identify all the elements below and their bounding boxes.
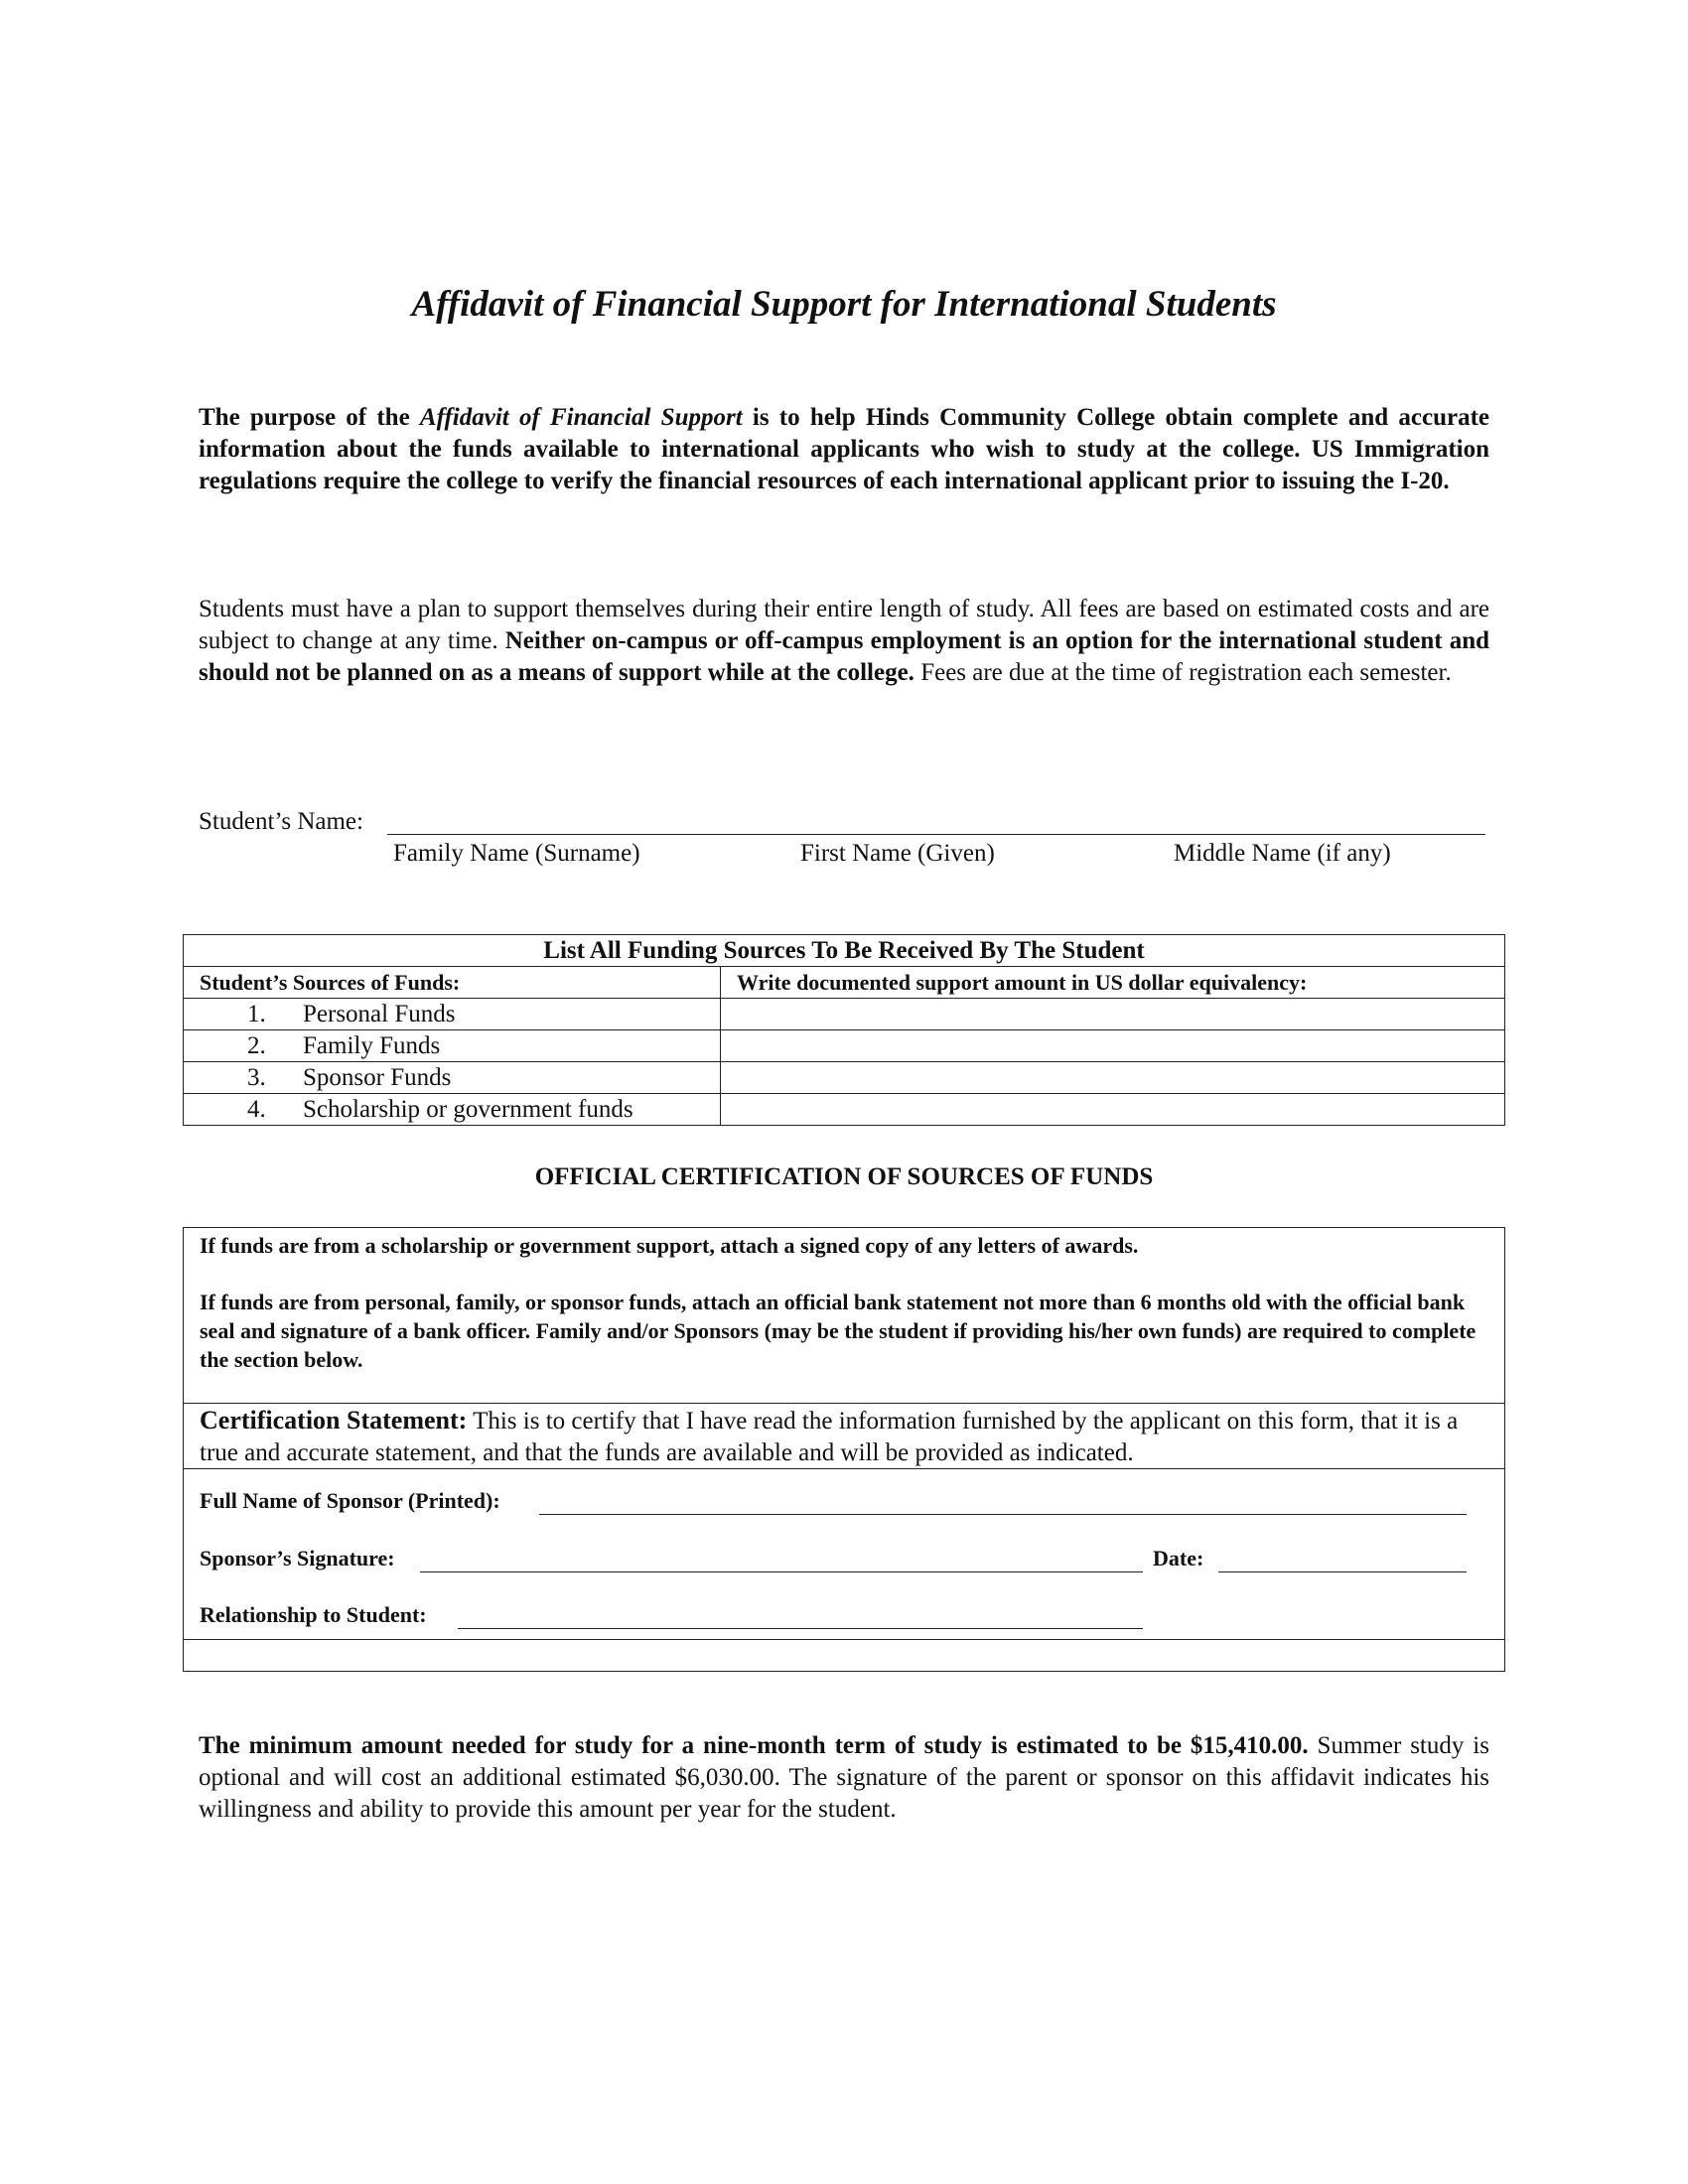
middle-name-hint: Middle Name (if any) (1174, 840, 1391, 867)
purpose-paragraph (199, 402, 1489, 497)
first-name-hint: First Name (Given) (800, 840, 995, 867)
certification-heading: OFFICIAL CERTIFICATION OF SOURCES OF FUNDS (534, 1163, 1154, 1190)
source-sponsor-funds: 3. Sponsor Funds (184, 1062, 721, 1094)
scholarship-instruction: If funds are from a scholarship or government support, attach a signed copy of any letters of awards. (200, 1233, 1139, 1258)
bank-statement-instruction: If funds are from personal, family, or sponsor funds, attach an official bank statement not more than 6 months old with the official bank seal and signature of a bank officer. Family and/or Sponsors (may be the student if providing his/her own funds) are required to complete the section below. (200, 1290, 1477, 1372)
minimum-amount-statement: The minimum amount needed for study for a nine-month term of study is estimated to be $15,410.00. (199, 1732, 1309, 1759)
source-scholarship-funds: 4. Scholarship or government funds (184, 1094, 721, 1126)
date-input-line[interactable] (1218, 1571, 1467, 1572)
employment-warning: Neither on-campus or off-campus employment is an option for the international student and should not be planned on as a means of support while at the college. (199, 627, 1489, 686)
divider (184, 1468, 1504, 1469)
amount-scholarship-funds[interactable] (721, 1094, 1505, 1126)
date-label: Date: (1153, 1546, 1204, 1570)
table-row (184, 1030, 1505, 1062)
sponsor-signature-input-line[interactable] (420, 1571, 1143, 1572)
purpose-text-end: is to help Hinds Community College obtain complete and accurate information about the funds available to international applicants who wish to study at the college. US Immigration regulations require the college to verify the financial resources of each international applicant prior to issuing the I-20. (199, 404, 1489, 494)
minimum-amount-details: Summer study is optional and will cost an additional estimated $6,030.00. The signature of the parent or sponsor on this affidavit indicates his willingness and ability to provide this amount per year for the student. (199, 1732, 1489, 1823)
purpose-text-start: The purpose of the (199, 404, 420, 431)
family-name-hint: Family Name (Surname) (393, 840, 640, 867)
document-title: Affidavit of Financial Support for International Students (411, 284, 1277, 325)
certification-box (183, 1227, 1505, 1672)
student-name-field (199, 808, 1489, 842)
amount-family-funds[interactable] (721, 1030, 1505, 1062)
funding-table-caption: List All Funding Sources To Be Received By The Student (184, 935, 1505, 967)
sponsor-name-field (200, 1488, 1490, 1518)
divider (184, 1403, 1504, 1404)
student-name-input-line[interactable] (387, 834, 1485, 835)
support-plan-text-start: Students must have a plan to support themselves during their entire length of study. All fees are based on estimated costs and are subject to change at any time. (199, 596, 1489, 654)
table-row (184, 1062, 1505, 1094)
support-plan-paragraph (199, 594, 1489, 689)
relationship-field (200, 1602, 1490, 1632)
purpose-emphasis: Affidavit of Financial Support (419, 404, 743, 431)
funding-sources-table (183, 934, 1505, 1126)
amount-sponsor-funds[interactable] (721, 1062, 1505, 1094)
amount-column-header: Write documented support amount in US dollar equivalency: (721, 967, 1505, 999)
table-row (184, 1094, 1505, 1126)
relationship-label: Relationship to Student: (200, 1602, 427, 1627)
sponsor-signature-label: Sponsor’s Signature: (200, 1546, 395, 1570)
divider (184, 1639, 1504, 1640)
source-family-funds: 2. Family Funds (184, 1030, 721, 1062)
amount-personal-funds[interactable] (721, 999, 1505, 1030)
source-personal-funds: 1. Personal Funds (184, 999, 721, 1030)
table-row (184, 999, 1505, 1030)
sponsor-signature-field (200, 1546, 1490, 1575)
certification-statement-label: Certification Statement: (200, 1406, 468, 1434)
sources-column-header: Student’s Sources of Funds: (184, 967, 721, 999)
sponsor-name-label: Full Name of Sponsor (Printed): (200, 1488, 500, 1513)
certification-statement (200, 1405, 1490, 1469)
relationship-input-line[interactable] (458, 1628, 1143, 1629)
student-name-label: Student’s Name: (199, 808, 363, 835)
minimum-amount-paragraph (199, 1730, 1489, 1826)
certification-statement-text: This is to certify that I have read the information furnished by the applicant on this form, that it is a true and accurate statement, and that the funds are available and will be provided as indicated. (200, 1408, 1459, 1466)
sponsor-name-input-line[interactable] (539, 1514, 1467, 1515)
support-plan-text-end: Fees are due at the time of registration each semester. (914, 659, 1452, 686)
